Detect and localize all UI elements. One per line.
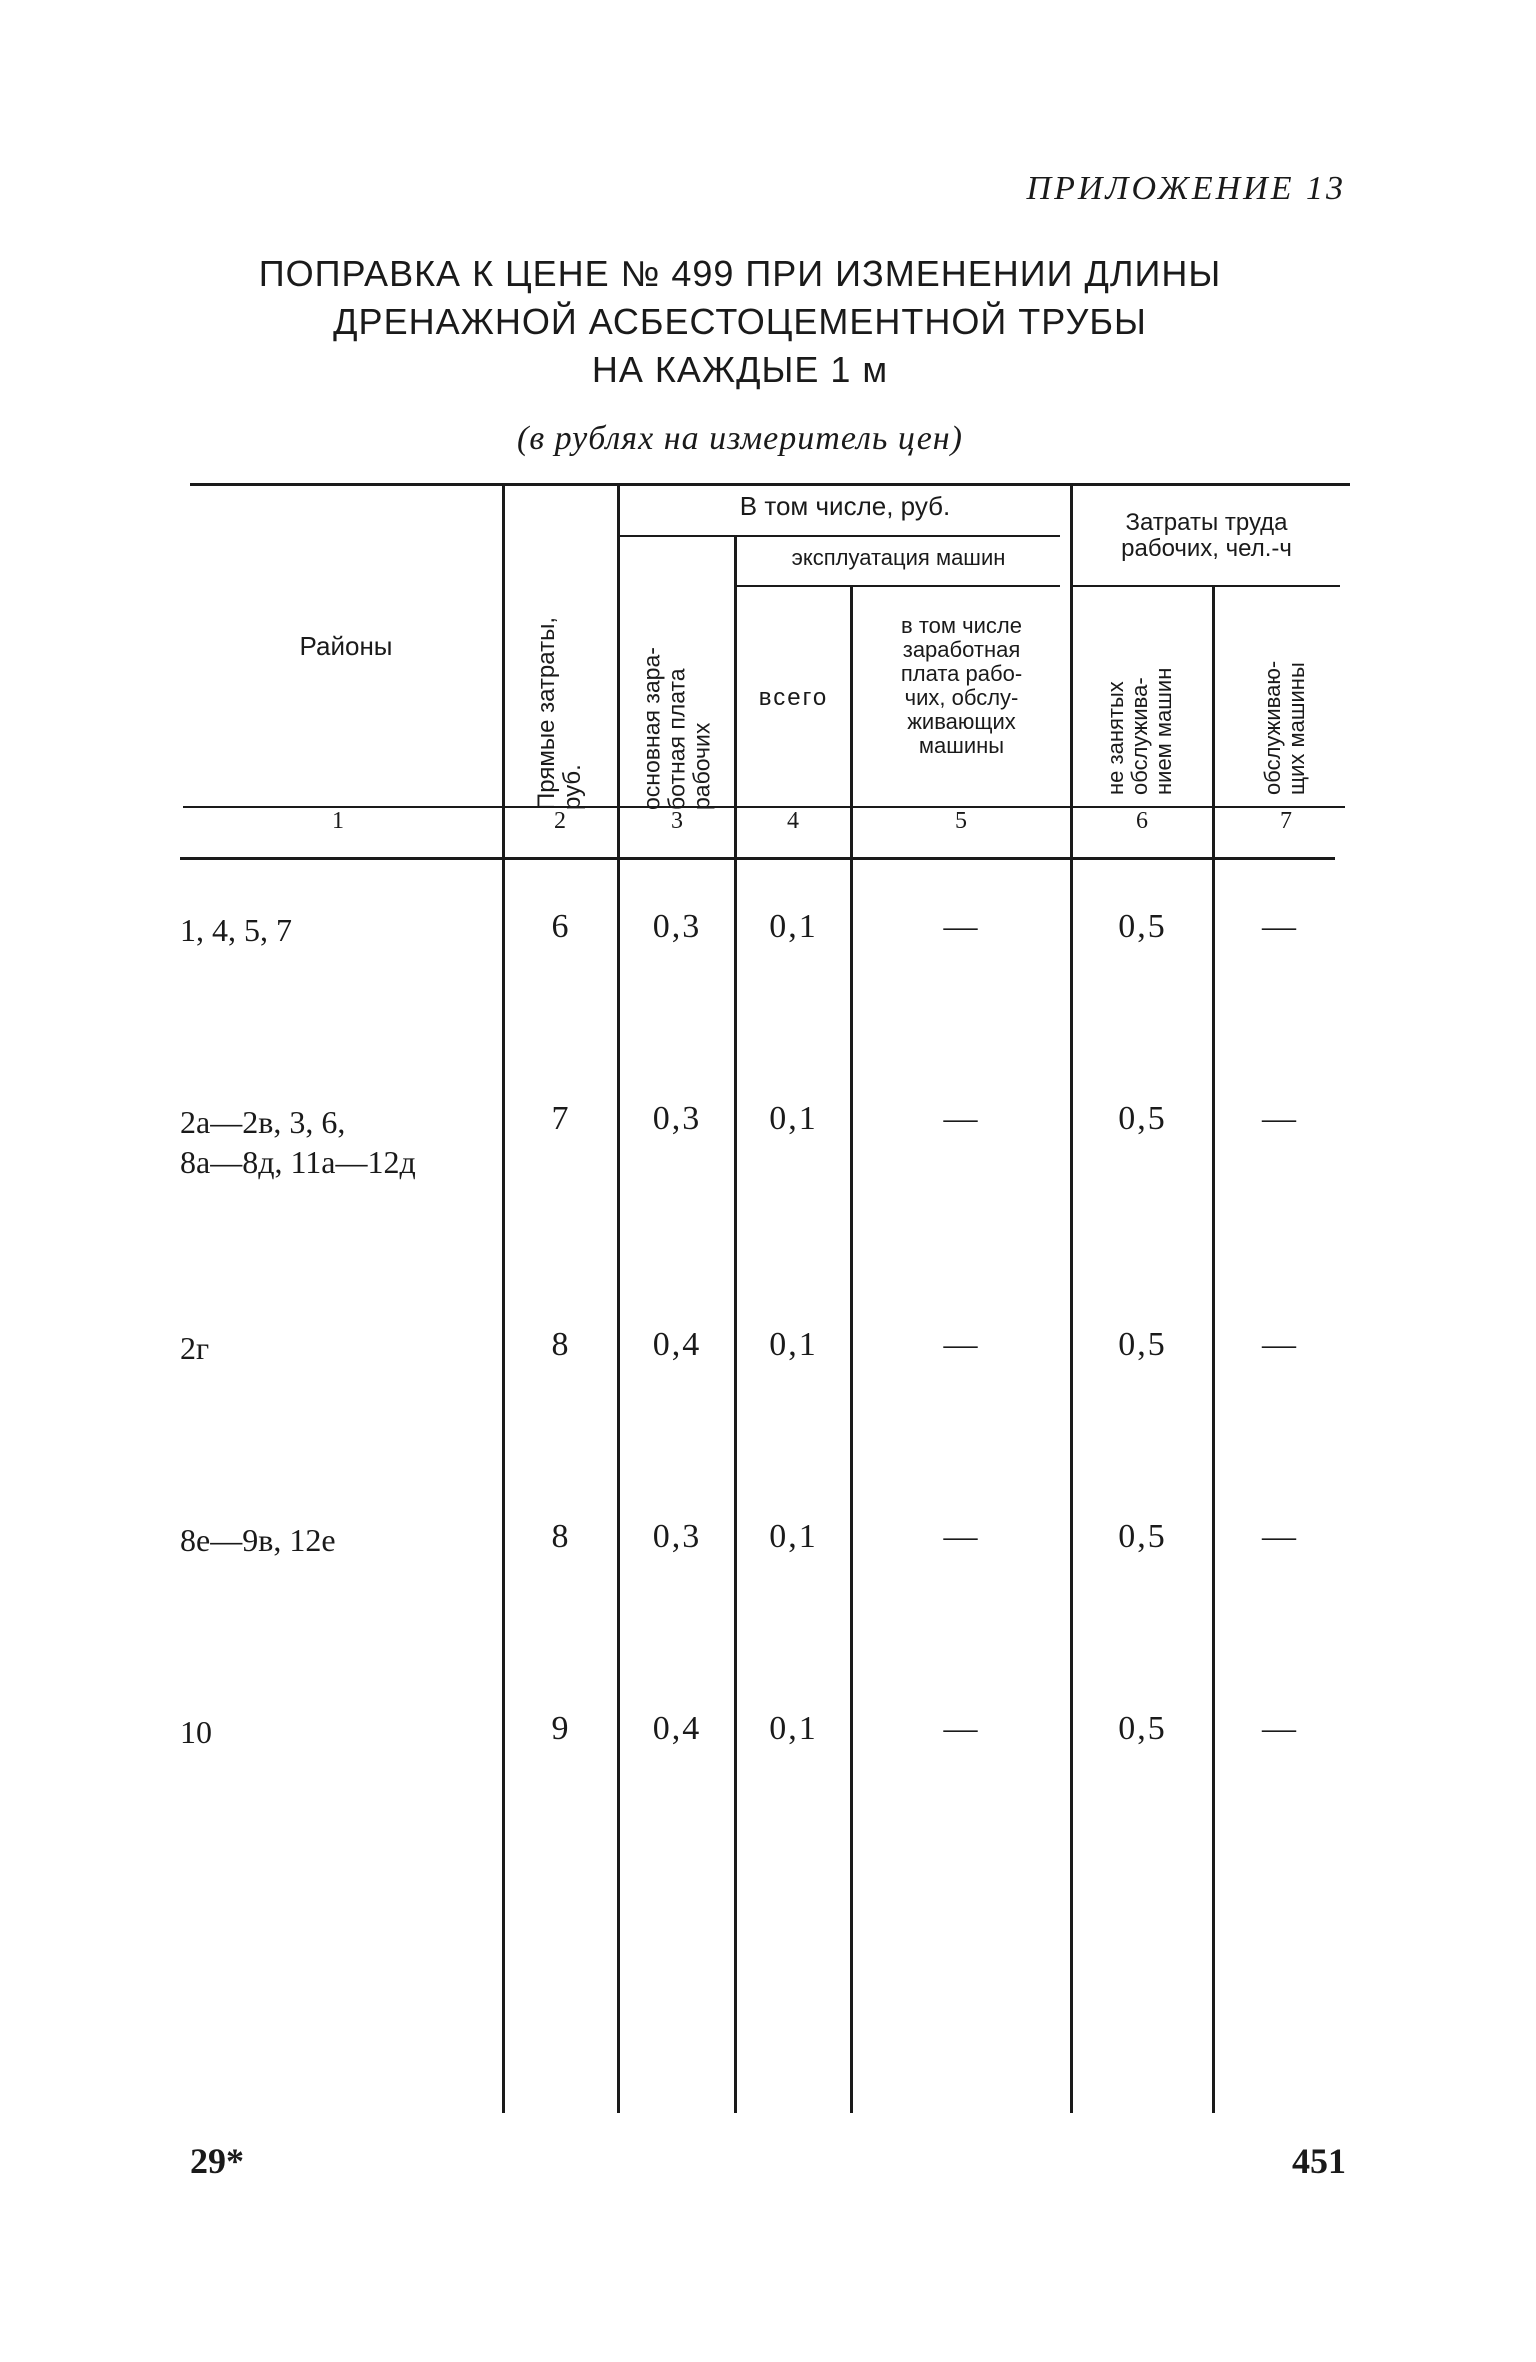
numbers-bottom-rule: [180, 857, 1335, 860]
header-direct-costs: Прямые затраты, руб.: [533, 617, 586, 810]
column-number-4: 4: [787, 808, 799, 834]
header-base-wage: основная зара- ботная плата рабочих: [638, 647, 715, 810]
page-number: 451: [1292, 2141, 1346, 2181]
machine-total-cell: 0,1: [769, 908, 818, 945]
machine-wage-cell: —: [943, 1518, 980, 1555]
units-subtitle: (в рублях на измеритель цен): [517, 420, 963, 457]
header-including: В том числе, руб.: [739, 491, 951, 521]
title-line-2: ДРЕНАЖНОЙ АСБЕСТОЦЕМЕНТНОЙ ТРУБЫ: [333, 301, 1147, 342]
col-divider-1: [502, 485, 505, 2113]
labor-machine-cell: —: [1262, 908, 1298, 945]
labor-machine-cell: —: [1262, 1100, 1298, 1137]
direct-cost-cell: 8: [551, 1518, 571, 1555]
column-number-7: 7: [1280, 808, 1292, 834]
machine-wage-cell: —: [943, 1710, 980, 1747]
machine-wage-cell: —: [943, 1326, 980, 1363]
machine-total-cell: 0,1: [769, 1710, 818, 1747]
district-cell: 1, 4, 5, 7: [180, 912, 292, 948]
labor-machine-cell: —: [1262, 1326, 1298, 1363]
district-cell: 10: [180, 1714, 212, 1750]
col-divider-3: [734, 537, 737, 2113]
including-rule: [620, 535, 1060, 537]
direct-cost-cell: 7: [551, 1100, 571, 1137]
column-number-2: 2: [554, 808, 566, 834]
col-divider-2: [617, 485, 620, 2113]
base-wage-cell: 0,3: [652, 908, 702, 945]
labor-machine-cell: —: [1262, 1518, 1298, 1555]
column-number-5: 5: [955, 808, 967, 834]
base-wage-cell: 0,4: [652, 1326, 702, 1363]
base-wage-cell: 0,4: [652, 1710, 702, 1747]
header-total: всего: [758, 684, 829, 711]
machine-wage-cell: —: [943, 1100, 980, 1137]
machine-total-cell: 0,1: [769, 1100, 818, 1137]
labor-not-machine-cell: 0,5: [1118, 1100, 1167, 1137]
district-cell: 2а—2в, 3, 6, 8а—8д, 11а—12д: [180, 1104, 416, 1180]
header-labor: Затраты труда рабочих, чел.-ч: [1121, 509, 1292, 562]
labor-not-machine-cell: 0,5: [1118, 908, 1167, 945]
machine-total-cell: 0,1: [769, 1518, 818, 1555]
labor-machine-cell: —: [1262, 1710, 1298, 1747]
appendix-label: ПРИЛОЖЕНИЕ 13: [1026, 170, 1346, 207]
district-cell: 2г: [180, 1330, 210, 1366]
labor-not-machine-cell: 0,5: [1118, 1710, 1167, 1747]
direct-cost-cell: 6: [551, 908, 571, 945]
column-number-6: 6: [1136, 808, 1148, 834]
machine-rule: [737, 585, 1060, 587]
title-line-3: НА КАЖДЫЕ 1 м: [591, 349, 889, 390]
column-number-3: 3: [671, 808, 683, 834]
district-cell: 8е—9в, 12е: [180, 1522, 336, 1558]
labor-not-machine-cell: 0,5: [1118, 1518, 1167, 1555]
header-machine-servicing: обслуживаю- щих машины: [1260, 660, 1309, 795]
base-wage-cell: 0,3: [652, 1100, 702, 1137]
footer-signature-mark: 29*: [190, 2141, 244, 2181]
direct-cost-cell: 9: [551, 1710, 571, 1747]
title-line-1: ПОПРАВКА К ЦЕНЕ № 499 ПРИ ИЗМЕНЕНИИ ДЛИНЫ: [258, 253, 1222, 294]
document-title: [180, 250, 1300, 394]
header-districts: Районы: [299, 631, 393, 661]
table-top-rule: [190, 483, 1350, 486]
machine-wage-cell: —: [943, 908, 980, 945]
header-machine-operation: эксплуатация машин: [791, 545, 1006, 570]
base-wage-cell: 0,3: [652, 1518, 702, 1555]
header-not-machine: не занятых обслужива- нием машин: [1103, 667, 1176, 795]
labor-rule: [1072, 585, 1340, 587]
direct-cost-cell: 8: [551, 1326, 571, 1363]
machine-total-cell: 0,1: [769, 1326, 818, 1363]
header-machine-wage: в том числе заработная плата рабо- чих, обслу- живающих машины: [900, 613, 1023, 758]
labor-not-machine-cell: 0,5: [1118, 1326, 1167, 1363]
column-number-1: 1: [332, 808, 344, 834]
col-divider-5: [1070, 485, 1073, 2113]
